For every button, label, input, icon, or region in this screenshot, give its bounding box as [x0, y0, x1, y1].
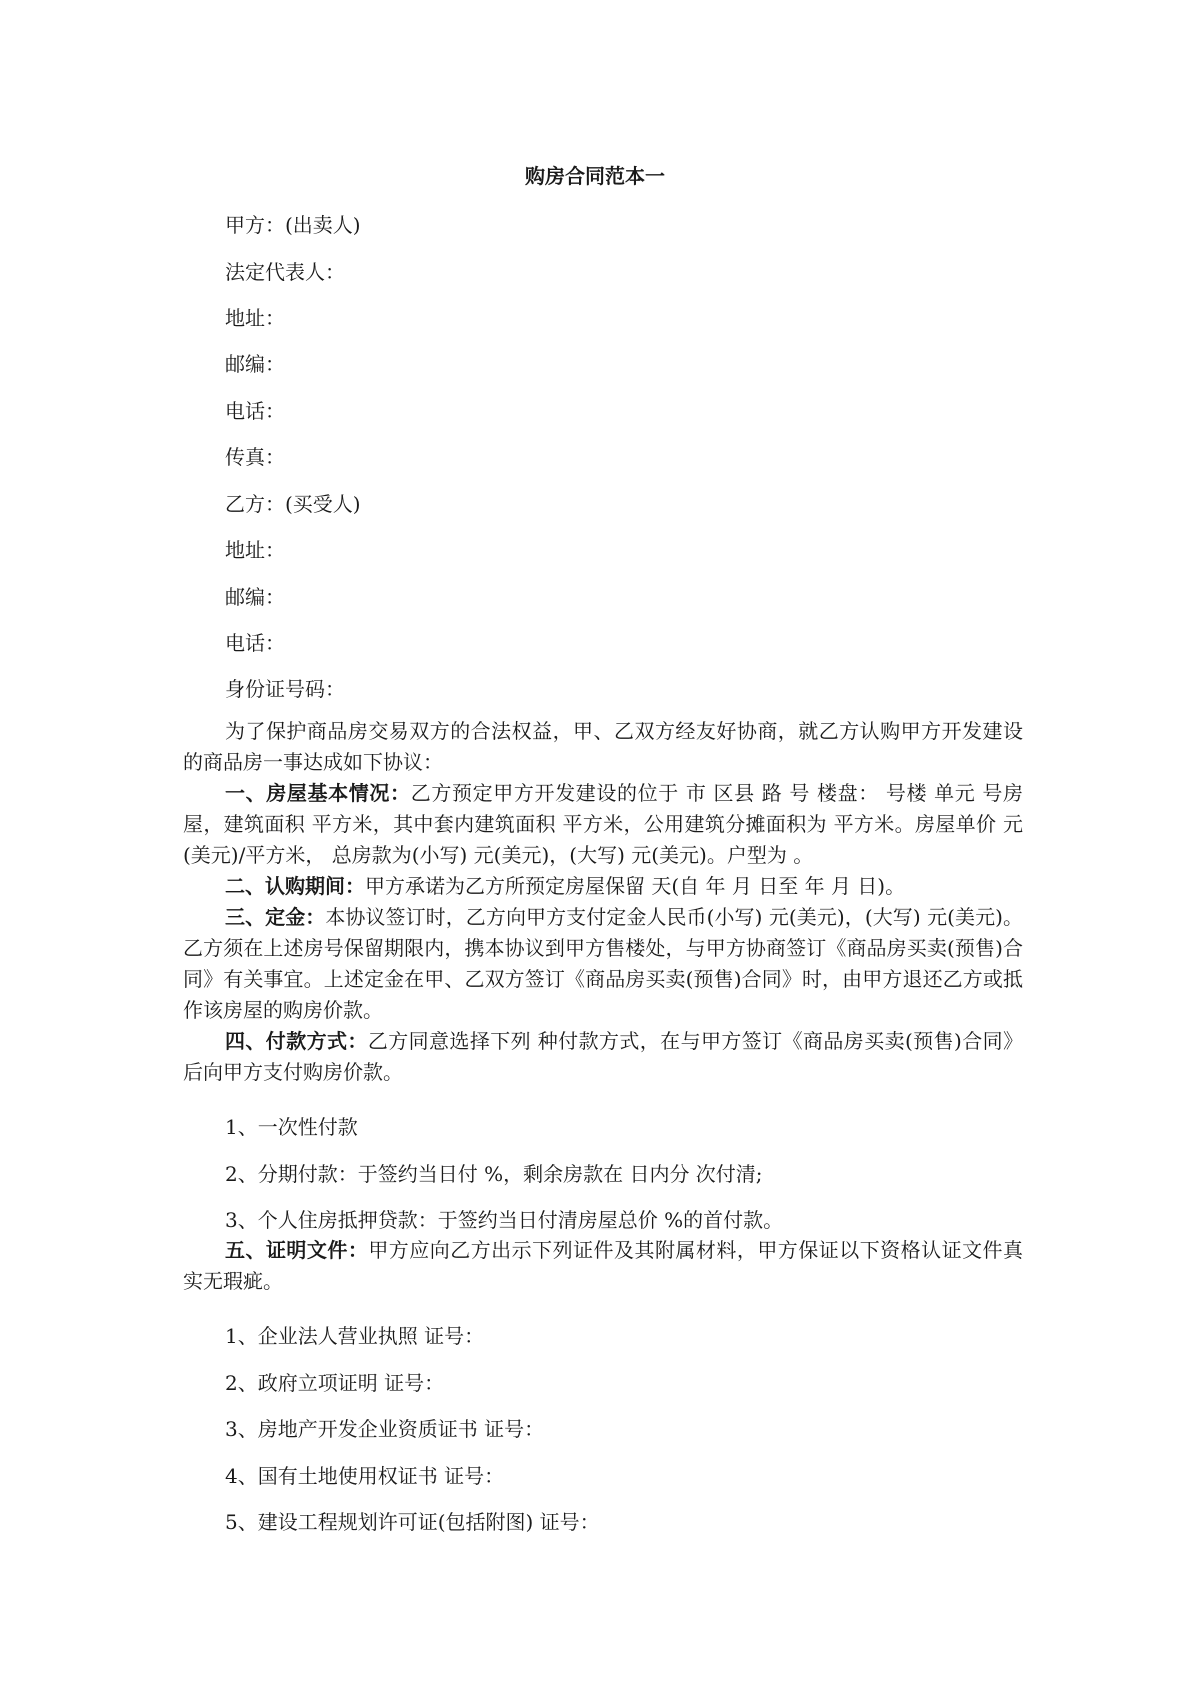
- section-3-text: 本协议签订时，乙方向甲方支付定金人民币(小写) 元(美元)，(大写) 元(美元)。乙方须在上述房号保留期限内，携本协议到甲方售楼处，与甲方协商签订《商品房买卖(预售)合同》有关事宜。上述定金在甲、乙双方签订《商品房买卖(预售)合同》时，由甲方退还乙方或抵作该房屋的购房价款。: [183, 905, 1024, 1022]
- party-b-id-number: 身份证号码：: [225, 677, 345, 701]
- certificate-item: 1、企业法人营业执照 证号：: [225, 1324, 485, 1348]
- section-4-text: 乙方同意选择下列 种付款方式，在与甲方签订《商品房买卖(预售)合同》后向甲方支付购房价款。: [183, 1029, 1024, 1084]
- party-a-label: 甲方：(出卖人): [225, 213, 361, 237]
- party-b-phone: 电话：: [225, 631, 285, 655]
- section-1: [183, 778, 1023, 871]
- section-4-heading: 四、付款方式：: [225, 1029, 368, 1053]
- section-2: [183, 871, 1023, 902]
- payment-option: 3、个人住房抵押贷款：于签约当日付清房屋总价 %的首付款。: [225, 1208, 784, 1232]
- party-a-postcode: 邮编：: [225, 352, 285, 376]
- document-title: 购房合同范本一: [525, 164, 665, 188]
- party-a-fax: 传真：: [225, 445, 285, 469]
- section-3: [183, 902, 1023, 1026]
- party-a-phone: 电话：: [225, 399, 285, 423]
- section-5-heading: 五、证明文件：: [225, 1238, 369, 1262]
- party-b-label: 乙方：(买受人): [225, 492, 361, 516]
- section-1-heading: 一、房屋基本情况：: [225, 781, 411, 805]
- certificate-item: 5、建设工程规划许可证(包括附图) 证号：: [225, 1510, 600, 1534]
- section-4: [183, 1026, 1023, 1088]
- party-b-postcode: 邮编：: [225, 585, 285, 609]
- party-b-address: 地址：: [225, 538, 285, 562]
- payment-option: 2、分期付款：于签约当日付 %，剩余房款在 日内分 次付清;: [225, 1162, 763, 1186]
- section-2-text: 甲方承诺为乙方所预定房屋保留 天(自 年 月 日至 年 月 日)。: [365, 874, 906, 898]
- certificate-item: 3、房地产开发企业资质证书 证号：: [225, 1417, 545, 1441]
- section-5-text: 甲方应向乙方出示下列证件及其附属材料，甲方保证以下资格认证文件真实无瑕疵。: [183, 1238, 1024, 1293]
- party-a-address: 地址：: [225, 306, 285, 330]
- intro-paragraph: 为了保护商品房交易双方的合法权益，甲、乙双方经友好协商，就乙方认购甲方开发建设的商品房一事达成如下协议：: [183, 719, 1023, 774]
- certificate-item: 2、政府立项证明 证号：: [225, 1371, 445, 1395]
- section-3-heading: 三、定金：: [225, 905, 326, 929]
- certificate-item: 4、国有土地使用权证书 证号：: [225, 1464, 505, 1488]
- section-2-heading: 二、认购期间：: [225, 874, 365, 898]
- payment-option: 1、一次性付款: [225, 1115, 358, 1139]
- section-5: [183, 1235, 1023, 1297]
- party-a-representative: 法定代表人：: [225, 260, 345, 284]
- section-1-text: 乙方预定甲方开发建设的位于 市 区县 路 号 楼盘： 号楼 单元 号房屋，建筑面积 平方米，其中套内建筑面积 平方米，公用建筑分摊面积为 平方米。房屋单价 元(美元)/平方米， 总房款为(小写) 元(美元)，(大写) 元(美元)。户型为 。: [183, 781, 1024, 867]
